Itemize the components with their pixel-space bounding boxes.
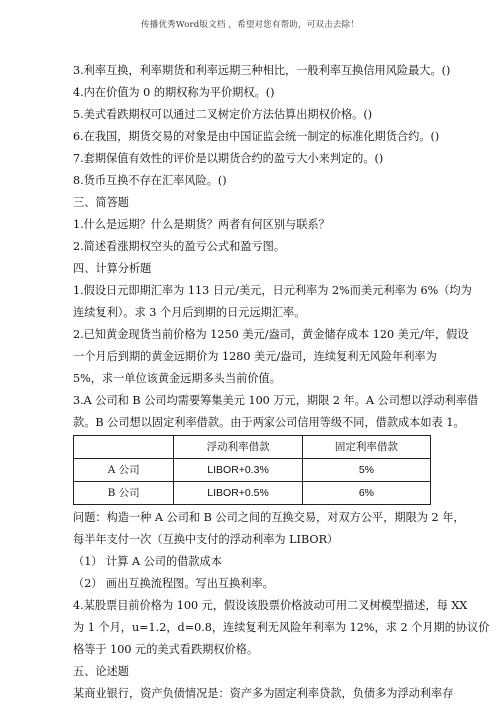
- table-row: [74, 482, 431, 505]
- table-cell: 5%: [302, 459, 430, 482]
- question-line: 格等于 100 元的美式看跌期权价格。: [73, 643, 259, 656]
- borrowing-cost-table: [73, 435, 431, 505]
- table-cell: LIBOR+0.5%: [174, 482, 303, 505]
- question-line: 某商业银行，资产负债情况是：资产多为固定利率贷款，负债多为浮动利率存: [73, 687, 454, 700]
- table-cell: LIBOR+0.3%: [174, 459, 303, 482]
- question-line: 4.内在价值为 0 的期权称为平价期权。(): [73, 86, 275, 99]
- question-line: 款。B 公司想以固定利率借款。由于两家公司信用等级不同，借款成本如表 1。: [73, 416, 465, 429]
- table-row: [74, 459, 431, 482]
- table-header-cell: [74, 436, 174, 459]
- section-heading: 五、论述题: [73, 665, 129, 678]
- section-heading: 四、计算分析题: [73, 262, 152, 275]
- question-line: 连续复利）。求 3 个月后到期的日元远期汇率。: [73, 306, 306, 319]
- table-cell: 6%: [302, 482, 430, 505]
- question-line: 每半年支付一次（互换中支付的浮动利率为 LIBOR）: [73, 533, 339, 546]
- sub-question-line: （2） 画出互换流程图。写出互换利率。: [73, 577, 274, 590]
- table-header-row: [74, 436, 431, 459]
- section-heading: 三、简答题: [73, 196, 129, 209]
- question-line: 2.简述看涨期权空头的盈亏公式和盈亏图。: [73, 240, 286, 253]
- question-line: 6.在我国，期货交易的对象是由中国证监会统一制定的标准化期货合约。(): [73, 130, 440, 143]
- question-line: 为 1 个月，u=1.2，d=0.8，连续复利无风险年利率为 12%，求 2 个月期的协议价: [73, 621, 490, 634]
- document-body: [73, 60, 490, 705]
- table-cell: B 公司: [74, 482, 174, 505]
- table-header-cell: 固定利率借款: [302, 436, 430, 459]
- question-line: 问题：构造一种 A 公司和 B 公司之间的互换交易，对双方公平，期限为 2 年，: [73, 511, 465, 524]
- question-line: 1.什么是远期？什么是期货？两者有何区别与联系？: [73, 218, 330, 231]
- table-header-cell: 浮动利率借款: [174, 436, 303, 459]
- question-line: 1.假设日元即期汇率为 113 日元/美元，日元利率为 2%而美元利率为 6%（均为: [73, 284, 472, 297]
- sub-question-line: （1） 计算 A 公司的借款成本: [73, 555, 222, 568]
- table-cell: A 公司: [74, 459, 174, 482]
- question-line: 3.利率互换，利率期货和利率远期三种相比，一般利率互换信用风险最大。(): [73, 64, 451, 77]
- question-line: 5.美式看跌期权可以通过二叉树定价方法估算出期权价格。(): [73, 108, 373, 121]
- question-line: 一个月后到期的黄金远期价为 1280 美元/盎司，连续复利无风险年利率为: [73, 350, 437, 363]
- question-line: 8.货币互换不存在汇率风险。(): [73, 174, 227, 187]
- question-line: 2.已知黄金现货当前价格为 1250 美元/盎司，黄金储存成本 120 美元/年，假设: [73, 328, 469, 341]
- question-line: 4.某股票目前价格为 100 元，假设该股票价格波动可用二叉树模型描述，每 XX: [73, 599, 468, 612]
- question-line: 5%，求一单位该黄金远期多头当前价值。: [73, 372, 281, 385]
- question-line: 7.套期保值有效性的评价是以期货合约的盈亏大小来判定的。(): [73, 152, 384, 165]
- question-line: 3.A 公司和 B 公司均需要筹集美元 100 万元，期限 2 年。A 公司想以浮动利率借: [73, 394, 479, 407]
- document-header: 传播优秀Word版文档 ，希望对您有帮助，可双击去除！: [141, 20, 359, 30]
